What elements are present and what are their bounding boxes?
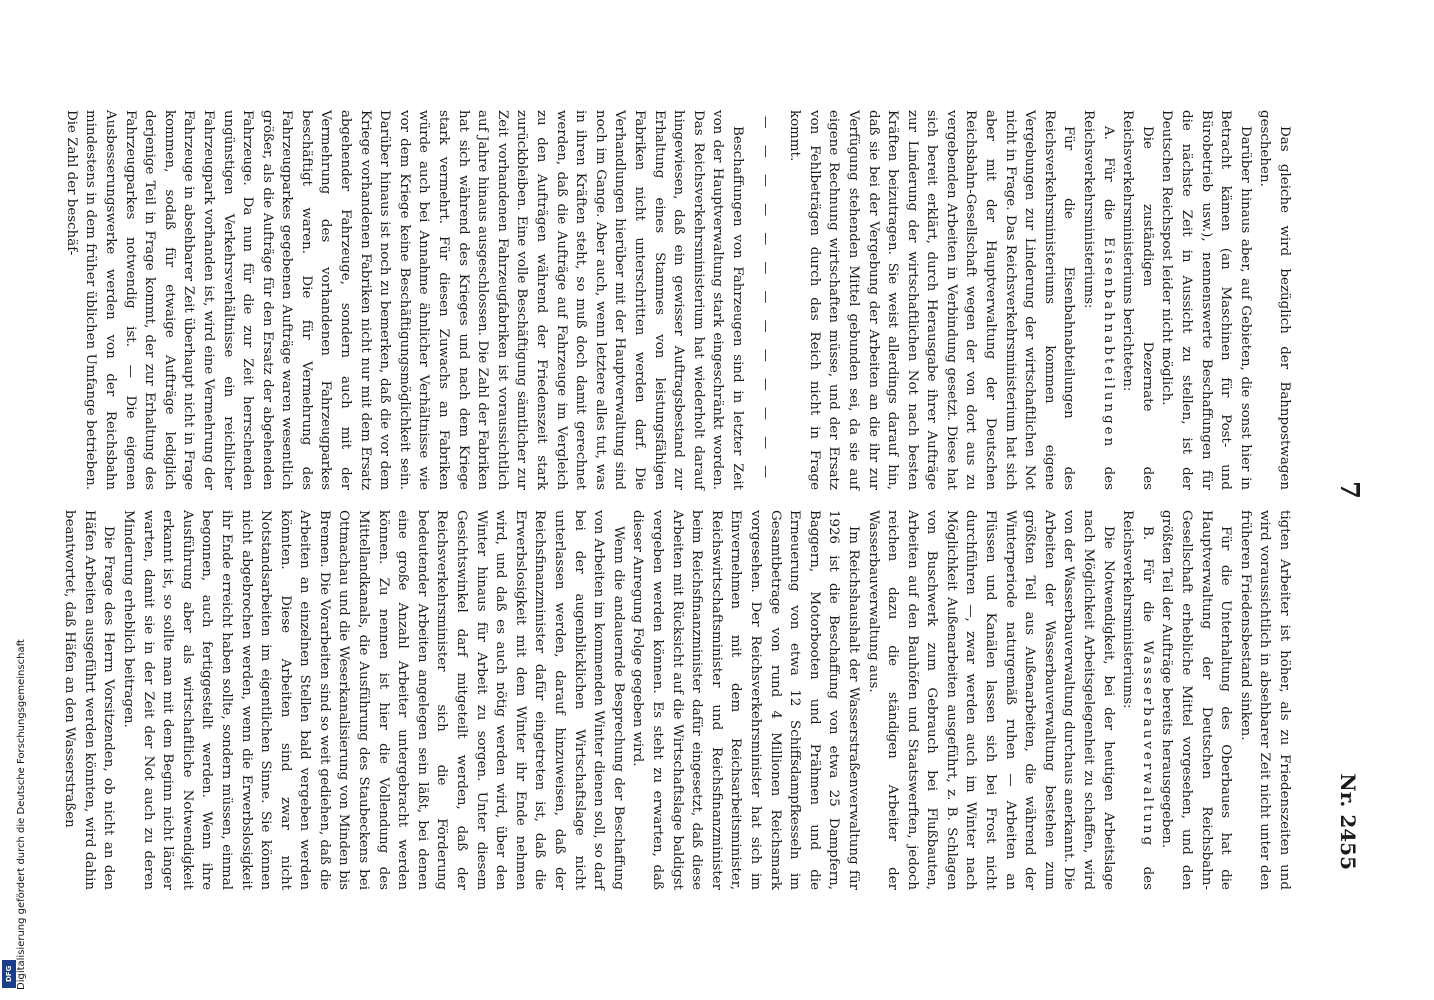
paragraph: Die Frage des Herrn Vorsitzenden, ob nicht an den Häfen Arbeiten ausgeführt werden könnten, wird dahin beantwortet, daß Häfen an den Wasserstraßen — [62, 510, 117, 890]
paragraph: Die zuständigen Dezernate des Reichsverkehrsministeriums berichteten: — [1120, 110, 1155, 490]
paragraph: Darüber hinaus aber, auf Gebieten, die sonst hier in Betracht kämen (an Maschinen für Post- und Bürobetrieb usw.), nennenswerte Beschaffungen für die nächste Zeit in Aussicht zu stellen, ist der Deutschen Reichspost leider nicht möglich. — [1159, 110, 1253, 490]
paragraph: Wenn die andauernde Besprechung der Beschaffung von Arbeiten im kommenden Winter dienen soll, so darf bei der augenblicklichen Wirtschaftslage nicht unterlassen werden, darauf hinzuweisen, daß der Reichsfinanzminister dafür eingetreten ist, daß die Erwerbslosigkeit mit dem Winter ihr Ende nehmen wird, und daß es auch nötig werden wird, über den Winter hinaus für Arbeit zu sorgen. Unter diesem Gesichtswinkel darf mitgeteilt werden, daß der Reichsverkehrsminister sich die Förderung bedeutender Arbeiten angelegen sein läßt, bei denen eine große Anzahl Arbeiter untergebracht werden können. Zu nennen ist hier die Vollendung des Mittellandkanals, die Ausführung des Staubeckens bei Ottmachau und die Weserkanalisierung von Minden bis Bremen. Die Vorarbeiten sind so weit gediehen, daß die Arbeiten an einzelnen Stellen bald vergeben werden könnten. Diese Arbeiten sind zwar nicht Notstandsarbeiten im eigentlichen Sinne. Sie können nicht abgebrochen werden, wenn die Erwerbslosigkeit ihr Ende erreicht haben sollte, sondern müssen, einmal begonnen, auch fertiggestellt werden. Wenn ihre Ausführung aber als wirtschaftliche Notwendigkeit erkannt ist, so sollte man mit dem Beginn nicht länger warten, damit sie in der Zeit der Not auch zu deren Minderung erheblich beitragen. — [120, 510, 626, 890]
heading-prefix: A. Für die — [1100, 126, 1116, 220]
section-heading-b — [1118, 510, 1157, 890]
document-number: Nr. 2455 — [1336, 773, 1360, 870]
paragraph: tigten Arbeiter ist höher, als zu Friedenszeiten und wird voraussichtlich in absehbarer Zeit nicht unter den früheren Friedensbestand sinken. — [1237, 510, 1292, 890]
heading-suffix: des Reichsverkehrsministeriums: — [1120, 510, 1155, 890]
separator: — — — — — — — — — — — — — — [757, 115, 773, 485]
footer-strip — [0, 600, 27, 1000]
paragraph: Beschaffungen von Fahrzeugen sind in letzter Zeit von der Hauptverwaltung stark eingeschränkt worden. Das Reichsverkehrsministerium hat wiederholt darauf hingewiesen, daß ein gewisser Auftragsbestand zur Erhaltung eines Stammes von leistungsfähigen Fabriken nicht unterschritten werden darf. Die Verhandlungen hierüber mit der Hauptverwaltung sind noch im Gange. Aber auch, wenn letztere alles tut, was in ihren Kräften steht, so muß doch damit gerechnet werden, daß die Aufträge auf Fahrzeuge im Vergleich zu den Aufträgen während der Friedenszeit stark zurückbleiben. Eine volle Beschäftigung sämtlicher zur Zeit vorhandenen Fahrzeugfabriken ist voraussichtlich auf Jahre hinaus ausgeschlossen. Die Zahl der Fabriken hat sich während des Krieges und nach dem Kriege stark vermehrt. Für diesen Zuwachs an Fabriken würde auch bei Annahme ähnlicher Verhältnisse wie vor dem Kriege keine Beschäftigungsmöglichkeit sein. Darüber hinaus ist noch zu bemerken, daß die vor dem Kriege vorhandenen Fabriken nicht nur mit dem Ersatz abgehender Fahrzeuge, sondern auch mit der Vermehrung des vorhandenen Fahrzeugparkes beschäftigt waren. Die für Vermehrung des Fahrzeugparkes gegebenen Aufträge waren wesentlich größer, als die Aufträge für den Ersatz der abgehenden Fahrzeuge. Da nun für die zur Zeit herrschenden ungünstigen Verkehrsverhältnisse ein reichlicher Fahrzeugpark vorhanden ist, wird eine Vermehrung der Fahrzeuge in absehbarer Zeit überhaupt nicht in Frage kommen, sodaß für etwaige Aufträge lediglich derjenige Teil in Frage kommt, der zur Erhaltung des Fahrzeugparkes notwendig ist. — Die eigenen Ausbesserungswerke werden von der Reichsbahn mindestens in dem früher üblichen Umfange betrieben. Die Zahl der beschäf- — [63, 110, 745, 490]
paragraph: Im Reichshaushalt der Wasserstraßenverwaltung für 1926 ist die Beschaffung von etwa 25 Dampfern, Baggern, Motorbooten und Prähmen und die Erneuerung von etwa 12 Schiffsdampfkesseln im Gesamtbetrage von rund 4 Millionen Reichsmark vorgesehen. Der Reichsverkehrsminister hat sich im Einvernehmen mit dem Reichsarbeitsminister, Reichswirtschaftsminister und Reichsfinanzminister beim Reichsfinanzminister dafür eingesetzt, daß diese Arbeiten mit Rücksicht auf die Wirtschaftslage baldigst vergeben werden können. Es steht zu erwarten, daß dieser Anregung Folge gegeben wird. — [630, 510, 861, 890]
paragraph: Für die Unterhaltung des Oberbaues hat die Hauptverwaltung der Deutschen Reichsbahn-Gesellschaft erhebliche Mittel vorgesehen, und den größten Teil der Aufträge bereits herausgegeben. — [1159, 510, 1234, 890]
left-column — [61, 110, 1294, 490]
dfg-logo: DFG — [2, 960, 16, 988]
paragraph: Für die Eisenbahnabteilungen des Reichsverkehrsministeriums kommen eigene Vergebungen zur Linderung der wirtschaftlichen Not nicht in Frage. Das Reichsverkehrsministerium hat sich aber mit der Hauptverwaltung der Deutschen Reichsbahn-Gesellschaft wegen der von dort aus zu vergebenden Arbeiten in Verbindung gesetzt. Diese hat sich bereit erklärt, durch Herausgabe ihrer Aufträge zur Linderung der wirtschaftlichen Not nach besten Kräften beizutragen. Sie weist allerdings darauf hin, daß sie bei der Vergebung der Arbeiten an die ihr zur Verfügung stehenden Mittel gebunden sei, da sie auf eigene Rechnung wirtschaften müsse, und der Ersatz von Fehlbeträgen durch das Reich nicht in Frage kommt. — [787, 110, 1077, 490]
heading-spaced: Eisenbahnabteilungen — [1100, 237, 1116, 450]
paragraph: Das gleiche wird bezüglich der Bahnpostwagen geschehen. — [1257, 110, 1292, 490]
page-number: 7 — [1334, 480, 1364, 500]
page-header — [1314, 110, 1364, 870]
heading-prefix: B. Für die — [1139, 526, 1155, 623]
heading-suffix: des Reichsverkehrsministeriums: — [1081, 110, 1116, 490]
section-heading-a — [1078, 110, 1117, 490]
heading-spaced: Wasserbauverwaltung — [1139, 640, 1155, 849]
paragraph: Die Notwendigkeit, bei der heutigen Arbeitslage nach Möglichkeit Arbeitsgelegenheit zu schaffen, wird von der Wasserbauverwaltung durchaus anerkannt. Die Arbeiten der Wasserbauverwaltung bestehen zum größten Teil aus Außenarbeiten, die während der Winterperiode naturgemäß ruhen — Arbeiten an Flüssen und Kanälen lassen sich bei Frost nicht durchführen —, zwar werden auch im Winter nach Möglichkeit Außenarbeiten ausgeführt, z. B. Schlagen von Buschwerk zum Gebrauch bei Flußbauten, Arbeiten auf den Bauhöfen und Staatswerften, jedoch reichen dazu die ständigen Arbeiter der Wasserbauverwaltung aus. — [865, 510, 1116, 890]
digitization-credit: Digitalisierung gefördert durch die Deutsche Forschungsgemeinschaft — [16, 639, 27, 990]
right-column — [60, 510, 1294, 890]
